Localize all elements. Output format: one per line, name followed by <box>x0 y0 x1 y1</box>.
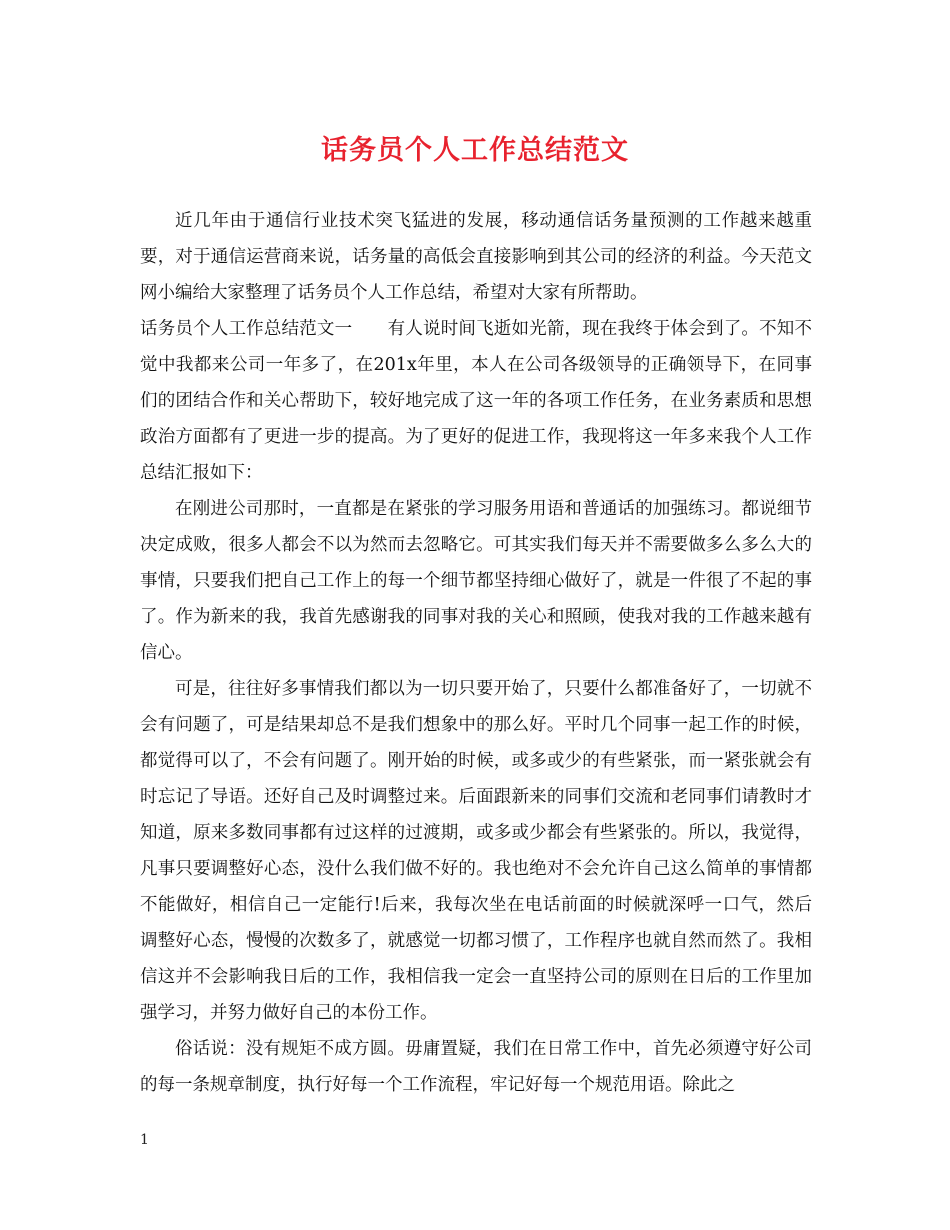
page-number: 1 <box>140 1132 149 1148</box>
paragraph-rules: 俗话说：没有规矩不成方圆。毋庸置疑，我们在日常工作中，首先必须遵守好公司的每一条规章制度，执行好每一个工作流程，牢记好每一个规范用语。除此之 <box>140 1039 812 1095</box>
paragraph-details: 在刚进公司那时，一直都是在紧张的学习服务用语和普通话的加强练习。都说细节决定成败，很多人都会不以为然而去忽略它。可其实我们每天并不需要做多么多么大的事情，只要我们把自己工作上的每一个细节都坚持细心做好了，就是一件很了不起的事了。作为新来的我，我首先感谢我的同事对我的关心和照顾，使我对我的工作越来越有信心。 <box>140 499 812 663</box>
paragraph-sample-one: 话务员个人工作总结范文一 有人说时间飞逝如光箭，现在我终于体会到了。不知不觉中我都来公司一年多了，在201x年里，本人在公司各级领导的正确领导下，在同事们的团结合作和关心帮助下，较好地完成了这一年的各项工作任务，在业务素质和思想政治方面都有了更进一步的提高。为了更好的促进工作，我现将这一年多来我个人工作总结汇报如下： <box>140 319 812 483</box>
document-body <box>140 203 812 1103</box>
paragraph-adjustment: 可是，往往好多事情我们都以为一切只要开始了，只要什么都准备好了，一切就不会有问题了，可是结果却总不是我们想象中的那么好。平时几个同事一起工作的时候，都觉得可以了，不会有问题了。刚开始的时候，或多或少的有些紧张，而一紧张就会有时忘记了导语。还好自己及时调整过来。后面跟新来的同事们交流和老同事们请教时才知道，原来多数同事都有过这样的过渡期，或多或少都会有些紧张的。所以，我觉得，凡事只要调整好心态，没什么我们做不好的。我也绝对不会允许自己这么简单的事情都不能做好，相信自己一定能行!后来，我每次坐在电话前面的时候就深呼一口气，然后调整好心态，慢慢的次数多了，就感觉一切都习惯了，工作程序也就自然而然了。我相信这并不会影响我日后的工作，我相信我一定会一直坚持公司的原则在日后的工作里加强学习，并努力做好自己的本份工作。 <box>140 679 812 1023</box>
paragraph-intro: 近几年由于通信行业技术突飞猛进的发展，移动通信话务量预测的工作越来越重要，对于通信运营商来说，话务量的高低会直接影响到其公司的经济的利益。今天范文网小编给大家整理了话务员个人工作总结，希望对大家有所帮助。 <box>140 211 812 303</box>
document-title: 话务员个人工作总结范文 <box>321 135 629 166</box>
